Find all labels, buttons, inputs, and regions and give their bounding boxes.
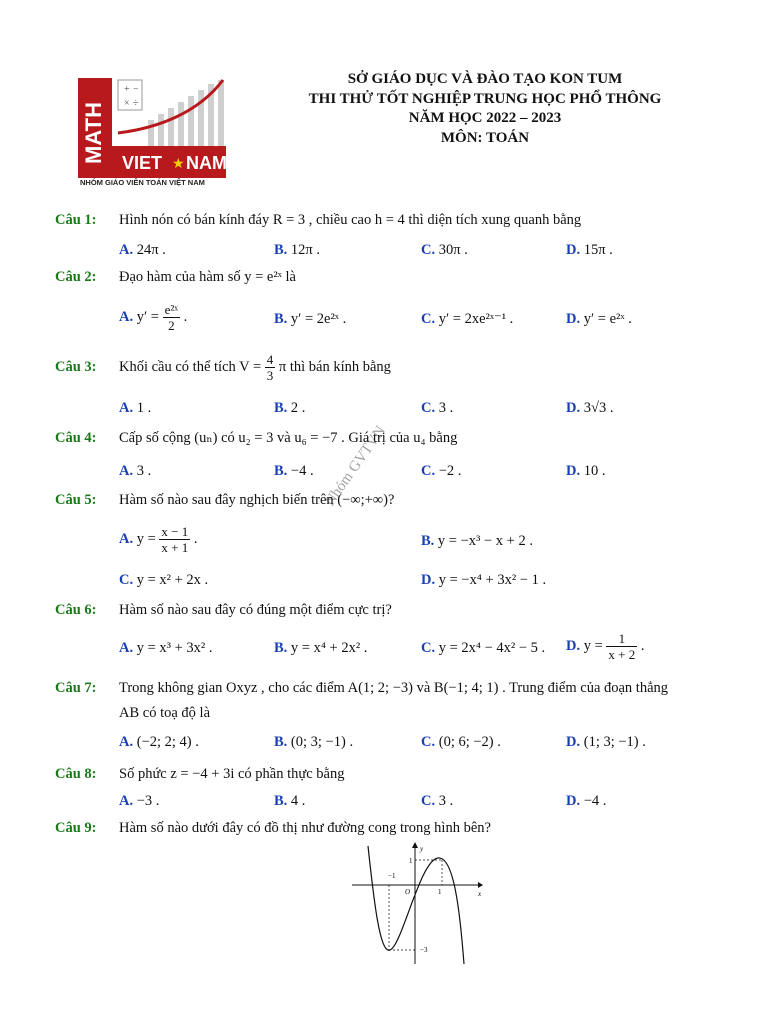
option-d: D. 10 . xyxy=(566,463,606,479)
option-b: B. y = x⁴ + 2x² . xyxy=(274,640,368,656)
option-c: C. y′ = 2xe²ˣ⁻¹ . xyxy=(421,311,514,327)
question-9 xyxy=(55,820,491,837)
y-tick-neg3: −3 xyxy=(420,946,428,954)
question-text: Hàm số nào sau đây có đúng một điểm cực trị? xyxy=(119,602,392,618)
option-b: B. 12π . xyxy=(274,242,320,258)
question-text: Trong không gian Oxyz , cho các điểm A(1; 2; −3) và B(−1; 4; 1) . Trung điểm của đoạn thẳng xyxy=(119,680,669,696)
question-text: Hình nón có bán kính đáy R = 3 , chiều cao h = 4 thì diện tích xung quanh bằng xyxy=(119,212,582,228)
x-axis-label: x xyxy=(478,890,482,898)
question-text: Hàm số nào dưới đây có đồ thị như đường cong trong hình bên? xyxy=(119,820,491,836)
question-7 xyxy=(55,680,668,697)
question-2 xyxy=(55,269,296,286)
svg-text:×: × xyxy=(124,98,130,109)
question-text: Đạo hàm của hàm số y = e²ˣ là xyxy=(119,269,296,285)
question-number: Câu 5: xyxy=(55,492,97,508)
x-tick-neg1: −1 xyxy=(388,872,396,880)
question-text: Cấp số cộng (uₙ) có u₂ = 3 và u₆ = −7 . Giá trị của u₄ bằng xyxy=(119,430,458,446)
option-b: B. 4 . xyxy=(274,793,306,809)
header-school-year: NĂM HỌC 2022 – 2023 xyxy=(408,110,562,126)
option-a: A. y = $\frac{x - 1}{x + 1}$ . xyxy=(119,524,198,555)
option-c: C. 3 . xyxy=(421,793,454,809)
option-a: A. y = x³ + 3x² . xyxy=(119,640,213,656)
option-c: C. −2 . xyxy=(421,463,462,479)
option-a: A. 24π . xyxy=(119,242,166,258)
option-d: D. (1; 3; −1) . xyxy=(566,734,646,750)
svg-text:−: − xyxy=(133,84,139,95)
x-tick-1: 1 xyxy=(438,888,442,896)
option-d: D. 15π . xyxy=(566,242,613,258)
option-b: B. (0; 3; −1) . xyxy=(274,734,354,750)
option-b: B. y = −x³ − x + 2 . xyxy=(421,533,533,549)
svg-text:+: + xyxy=(124,84,130,95)
svg-text:NAM: NAM xyxy=(186,153,227,173)
option-c: C. 3 . xyxy=(421,400,454,416)
header-subject: MÔN: TOÁN xyxy=(440,129,530,146)
option-d: D. y = $\frac{1}{x + 2}$ . xyxy=(566,631,645,662)
y-axis-label: y xyxy=(420,845,424,853)
question-8 xyxy=(55,766,345,783)
origin-label: O xyxy=(405,888,411,896)
option-a: A. 1 . xyxy=(119,400,152,416)
curve xyxy=(368,846,464,964)
question-text: Hàm số nào sau đây nghịch biến trên (−∞;+∞)? xyxy=(119,492,395,508)
header-department: SỞ GIÁO DỤC VÀ ĐÀO TẠO KON TUM xyxy=(347,71,623,87)
option-a: A. y′ = $\frac{\text{e²ˣ}}{2}$ . xyxy=(119,302,188,333)
svg-text:VIET: VIET xyxy=(122,153,163,173)
option-d: D. 3√3 . xyxy=(566,400,614,416)
option-c: C. y = x² + 2x . xyxy=(119,572,209,588)
question-number: Câu 6: xyxy=(55,602,97,618)
question-number: Câu 9: xyxy=(55,820,97,836)
question-4 xyxy=(55,430,457,447)
question-number: Câu 4: xyxy=(55,430,97,446)
question-number: Câu 2: xyxy=(55,269,97,285)
question-6 xyxy=(55,602,392,619)
option-a: A. (−2; 2; 4) . xyxy=(119,734,199,750)
question-3: Câu 3: Khối cầu có thể tích V = $\frac{4}{3}$ π thì bán kính bằng xyxy=(55,352,391,383)
question-5 xyxy=(55,492,394,509)
question-1 xyxy=(55,212,581,229)
logo-tagline: NHÓM GIÁO VIÊN TOÁN VIỆT NAM xyxy=(80,178,205,187)
question-text: Số phức z = −4 + 3i có phần thực bằng xyxy=(119,766,345,782)
exam-header xyxy=(270,70,700,148)
option-d: D. y = −x⁴ + 3x² − 1 . xyxy=(421,572,547,588)
math-viet-nam-logo xyxy=(78,78,238,190)
question-number: Câu 1: xyxy=(55,212,97,228)
svg-text:÷: ÷ xyxy=(133,98,139,109)
question-text-continued: AB có toạ độ là xyxy=(119,705,211,721)
question-number: Câu 3: xyxy=(55,358,97,375)
y-tick-1: 1 xyxy=(409,857,413,865)
option-a: A. 3 . xyxy=(119,463,152,479)
cubic-function-graph xyxy=(350,842,485,967)
option-d: D. −4 . xyxy=(566,793,607,809)
option-a: A. −3 . xyxy=(119,793,160,809)
header-exam-title: THI THỬ TỐT NGHIỆP TRUNG HỌC PHỔ THÔNG xyxy=(308,90,662,107)
svg-text:MATH: MATH xyxy=(81,102,106,164)
question-number: Câu 7: xyxy=(55,680,97,696)
option-b: B. −4 . xyxy=(274,463,314,479)
question-number: Câu 8: xyxy=(55,766,97,782)
option-c: C. y = 2x⁴ − 4x² − 5 . xyxy=(421,640,546,656)
option-b: B. 2 . xyxy=(274,400,306,416)
option-d: D. y′ = e²ˣ . xyxy=(566,311,632,327)
option-b: B. y′ = 2e²ˣ . xyxy=(274,311,347,327)
svg-text:★: ★ xyxy=(172,157,185,172)
option-c: C. (0; 6; −2) . xyxy=(421,734,501,750)
option-c: C. 30π . xyxy=(421,242,468,258)
watermark: Nhóm GVTVN xyxy=(322,423,389,510)
